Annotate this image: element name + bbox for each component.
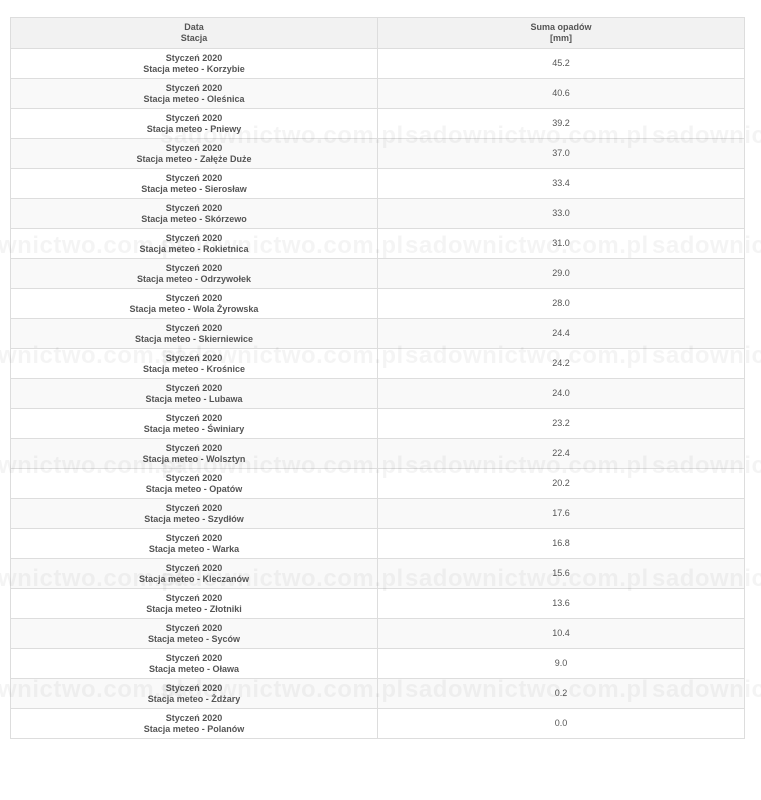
precipitation-value: 15.6 (552, 568, 570, 578)
station-text: Stacja meteo - Wola Żyrowska (129, 303, 259, 314)
date-station-cell (11, 49, 378, 79)
station-text: Stacja meteo - Sierosław (141, 183, 247, 194)
precipitation-value-cell (378, 319, 745, 349)
station-text: Stacja meteo - Kleczanów (138, 573, 250, 584)
precipitation-value: 23.2 (552, 418, 570, 428)
precipitation-value-cell (378, 529, 745, 559)
header-date-label: Data (184, 22, 204, 32)
table-row (11, 259, 745, 289)
precipitation-value: 20.2 (552, 478, 570, 488)
precipitation-value-cell (378, 649, 745, 679)
date-station-cell (11, 529, 378, 559)
table-row (11, 229, 745, 259)
table-body (11, 49, 745, 739)
date-station-cell (11, 199, 378, 229)
date-text: Styczeń 2020 (165, 562, 223, 573)
station-text: Stacja meteo - Szydłów (144, 513, 244, 524)
table-row (11, 169, 745, 199)
precipitation-value: 22.4 (552, 448, 570, 458)
date-station-cell (11, 679, 378, 709)
station-text: Stacja meteo - Wolsztyn (142, 453, 246, 464)
precipitation-value-cell (378, 619, 745, 649)
date-text: Styczeń 2020 (165, 442, 223, 453)
precipitation-value-cell (378, 679, 745, 709)
precipitation-value-cell (378, 139, 745, 169)
precipitation-value: 28.0 (552, 298, 570, 308)
station-text: Stacja meteo - Lubawa (145, 393, 243, 404)
station-text: Stacja meteo - Złotniki (146, 603, 242, 614)
table-row (11, 349, 745, 379)
station-text: Stacja meteo - Odrzywołek (136, 273, 252, 284)
precipitation-value: 9.0 (554, 658, 568, 668)
table-row (11, 439, 745, 469)
date-station-cell (11, 649, 378, 679)
date-station-cell (11, 79, 378, 109)
table-row (11, 619, 745, 649)
date-text: Styczeń 2020 (165, 382, 223, 393)
precipitation-value: 33.4 (552, 178, 570, 188)
date-station-cell (11, 109, 378, 139)
header-precipitation-label: Suma opadów (530, 22, 592, 32)
precipitation-value-cell (378, 439, 745, 469)
precipitation-value: 0.2 (554, 688, 568, 698)
table-row (11, 499, 745, 529)
station-text: Stacja meteo - Warka (148, 543, 240, 554)
table-row (11, 529, 745, 559)
station-text: Stacja meteo - Rokietnica (139, 243, 249, 254)
precipitation-value-cell (378, 409, 745, 439)
precipitation-table (10, 17, 745, 739)
precipitation-value: 37.0 (552, 148, 570, 158)
date-station-cell (11, 169, 378, 199)
precipitation-value: 13.6 (552, 598, 570, 608)
precipitation-value: 33.0 (552, 208, 570, 218)
date-text: Styczeń 2020 (165, 292, 223, 303)
table-row (11, 409, 745, 439)
station-text: Stacja meteo - Korzybie (143, 63, 245, 74)
table-row (11, 649, 745, 679)
precipitation-value-cell (378, 109, 745, 139)
header-precipitation (378, 18, 745, 49)
precipitation-value-cell (378, 589, 745, 619)
date-station-cell (11, 439, 378, 469)
date-text: Styczeń 2020 (165, 112, 223, 123)
precipitation-value-cell (378, 259, 745, 289)
precipitation-value-cell (378, 709, 745, 739)
table-row (11, 559, 745, 589)
date-station-cell (11, 589, 378, 619)
precipitation-value-cell (378, 289, 745, 319)
station-text: Stacja meteo - Oława (148, 663, 240, 674)
date-station-cell (11, 499, 378, 529)
date-station-cell (11, 289, 378, 319)
precipitation-value: 39.2 (552, 118, 570, 128)
date-text: Styczeń 2020 (165, 142, 223, 153)
date-station-cell (11, 349, 378, 379)
precipitation-value-cell (378, 49, 745, 79)
precipitation-value-cell (378, 469, 745, 499)
table-row (11, 199, 745, 229)
date-text: Styczeń 2020 (165, 622, 223, 633)
date-station-cell (11, 379, 378, 409)
date-text: Styczeń 2020 (165, 532, 223, 543)
precipitation-value-cell (378, 379, 745, 409)
table-row (11, 109, 745, 139)
date-station-cell (11, 469, 378, 499)
precipitation-value-cell (378, 499, 745, 529)
date-text: Styczeń 2020 (165, 352, 223, 363)
date-text: Styczeń 2020 (165, 322, 223, 333)
date-text: Styczeń 2020 (165, 52, 223, 63)
date-text: Styczeń 2020 (165, 712, 223, 723)
station-text: Stacja meteo - Oleśnica (143, 93, 245, 104)
date-station-cell (11, 409, 378, 439)
precipitation-value-cell (378, 559, 745, 589)
precipitation-value-cell (378, 229, 745, 259)
date-text: Styczeń 2020 (165, 232, 223, 243)
date-text: Styczeń 2020 (165, 472, 223, 483)
precipitation-value-cell (378, 79, 745, 109)
header-station-label: Stacja (180, 33, 208, 43)
station-text: Stacja meteo - Syców (147, 633, 241, 644)
date-station-cell (11, 139, 378, 169)
precipitation-value: 31.0 (552, 238, 570, 248)
date-station-cell (11, 319, 378, 349)
precipitation-value: 10.4 (552, 628, 570, 638)
date-text: Styczeń 2020 (165, 682, 223, 693)
station-text: Stacja meteo - Załęże Duże (136, 153, 252, 164)
date-station-cell (11, 229, 378, 259)
precipitation-value: 24.0 (552, 388, 570, 398)
station-text: Stacja meteo - Opatów (145, 483, 243, 494)
precipitation-value: 40.6 (552, 88, 570, 98)
station-text: Stacja meteo - Krośnice (142, 363, 246, 374)
precipitation-value: 29.0 (552, 268, 570, 278)
precipitation-value-cell (378, 199, 745, 229)
table-row (11, 379, 745, 409)
station-text: Stacja meteo - Świniary (143, 423, 245, 434)
station-text: Stacja meteo - Skórzewo (141, 213, 247, 224)
table-row (11, 289, 745, 319)
date-text: Styczeń 2020 (165, 502, 223, 513)
date-text: Styczeń 2020 (165, 262, 223, 273)
header-date-station (11, 18, 378, 49)
table-row (11, 709, 745, 739)
date-station-cell (11, 559, 378, 589)
station-text: Stacja meteo - Polanów (143, 723, 245, 734)
table-row (11, 679, 745, 709)
table-row (11, 79, 745, 109)
table-header-row (11, 18, 745, 49)
precipitation-value: 24.2 (552, 358, 570, 368)
precipitation-value: 17.6 (552, 508, 570, 518)
table-row (11, 49, 745, 79)
header-unit-label: [mm] (550, 33, 572, 43)
table-row (11, 469, 745, 499)
station-text: Stacja meteo - Skierniewice (134, 333, 254, 344)
precipitation-value: 24.4 (552, 328, 570, 338)
table-row (11, 319, 745, 349)
precipitation-value-cell (378, 169, 745, 199)
date-text: Styczeń 2020 (165, 412, 223, 423)
precipitation-value: 0.0 (554, 718, 568, 728)
date-text: Styczeń 2020 (165, 82, 223, 93)
station-text: Stacja meteo - Żdżary (147, 693, 241, 704)
table-row (11, 139, 745, 169)
precipitation-value: 16.8 (552, 538, 570, 548)
station-text: Stacja meteo - Pniewy (146, 123, 242, 134)
date-station-cell (11, 259, 378, 289)
date-text: Styczeń 2020 (165, 592, 223, 603)
precipitation-value-cell (378, 349, 745, 379)
date-text: Styczeń 2020 (165, 202, 223, 213)
date-station-cell (11, 619, 378, 649)
date-text: Styczeń 2020 (165, 172, 223, 183)
precipitation-value: 45.2 (552, 58, 570, 68)
table-row (11, 589, 745, 619)
date-text: Styczeń 2020 (165, 652, 223, 663)
date-station-cell (11, 709, 378, 739)
